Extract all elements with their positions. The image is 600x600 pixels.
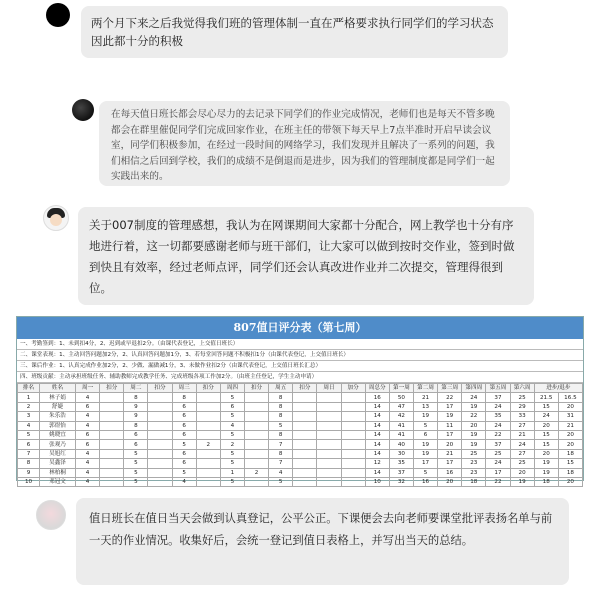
table-cell: 7 bbox=[269, 440, 293, 449]
table-cell bbox=[341, 393, 365, 402]
table-cell bbox=[244, 477, 268, 486]
table-cell bbox=[293, 459, 317, 468]
table-cell: 5 bbox=[124, 459, 148, 468]
table-cell: 6 bbox=[220, 402, 244, 411]
table-row bbox=[18, 440, 583, 449]
table-cell bbox=[196, 468, 220, 477]
table-cell: 5 bbox=[269, 421, 293, 430]
table-cell: 5 bbox=[220, 430, 244, 439]
black-circle-avatar[interactable] bbox=[46, 3, 70, 27]
table-cell: 25 bbox=[462, 449, 486, 458]
table-cell: 19 bbox=[534, 468, 558, 477]
table-cell: 6 bbox=[172, 402, 196, 411]
table-cell bbox=[148, 477, 172, 486]
table-cell bbox=[293, 430, 317, 439]
table-header-cell: 扣分 bbox=[148, 384, 172, 393]
table-cell bbox=[341, 402, 365, 411]
table-cell: 6 bbox=[172, 449, 196, 458]
table-cell bbox=[293, 412, 317, 421]
table-cell: 林柏桐 bbox=[40, 468, 76, 477]
table-cell: 6 bbox=[18, 440, 40, 449]
table-cell: 14 bbox=[365, 449, 389, 458]
table-cell: 4 bbox=[18, 421, 40, 430]
table-cell: 18 bbox=[558, 449, 582, 458]
table-cell: 20 bbox=[558, 440, 582, 449]
score-table bbox=[17, 383, 583, 487]
table-cell: 21.5 bbox=[534, 393, 558, 402]
table-cell: 8 bbox=[269, 430, 293, 439]
table-cell: 24 bbox=[486, 459, 510, 468]
table-cell: 23 bbox=[462, 468, 486, 477]
table-cell: 7 bbox=[269, 459, 293, 468]
table-cell: 22 bbox=[486, 430, 510, 439]
table-cell: 18 bbox=[462, 477, 486, 486]
table-cell: 20 bbox=[510, 468, 534, 477]
table-cell bbox=[196, 430, 220, 439]
table-cell: 6 bbox=[124, 430, 148, 439]
table-rule: 一、考勤签到：1、未到扣4分，2、迟到或早退扣2分。（由课代表登记，上交值日班长） bbox=[17, 339, 583, 350]
table-header-cell: 周二 bbox=[124, 384, 148, 393]
table-cell: 37 bbox=[389, 468, 413, 477]
table-cell: 24 bbox=[486, 402, 510, 411]
table-cell: 24 bbox=[462, 393, 486, 402]
table-cell: 5 bbox=[220, 477, 244, 486]
table-cell bbox=[244, 421, 268, 430]
table-cell: 19 bbox=[462, 430, 486, 439]
table-cell: 47 bbox=[389, 402, 413, 411]
table-cell: 24 bbox=[534, 412, 558, 421]
table-cell: 27 bbox=[510, 421, 534, 430]
table-cell: 22 bbox=[438, 393, 462, 402]
table-cell bbox=[341, 412, 365, 421]
message-bubble: 两个月下来之后我觉得我们班的管理体制一直在严格要求执行同学们的学习状态因此都十分的积极 bbox=[81, 6, 508, 58]
table-cell: 32 bbox=[389, 477, 413, 486]
table-cell: 16 bbox=[438, 468, 462, 477]
table-cell: 8 bbox=[269, 402, 293, 411]
table-cell bbox=[196, 412, 220, 421]
table-cell bbox=[196, 477, 220, 486]
table-cell: 6 bbox=[413, 430, 437, 439]
dark-avatar[interactable] bbox=[72, 99, 94, 121]
table-cell bbox=[196, 421, 220, 430]
table-rule: 四、班级贡献：主动承担班级任务、辅助教师完成教学任务、完成班级各项工作加2分。（由班主任登记，学生主动申请） bbox=[17, 372, 583, 383]
table-cell bbox=[317, 468, 341, 477]
table-cell bbox=[341, 440, 365, 449]
table-cell: 4 bbox=[172, 477, 196, 486]
table-cell bbox=[196, 449, 220, 458]
table-row bbox=[18, 402, 583, 411]
table-cell: 22 bbox=[462, 412, 486, 421]
table-cell: 20 bbox=[462, 421, 486, 430]
table-cell: 14 bbox=[365, 421, 389, 430]
table-row bbox=[18, 412, 583, 421]
table-cell: 15 bbox=[558, 459, 582, 468]
table-cell bbox=[293, 477, 317, 486]
table-cell: 20 bbox=[438, 440, 462, 449]
table-header-cell: 扣分 bbox=[244, 384, 268, 393]
table-cell: 23 bbox=[462, 459, 486, 468]
table-cell bbox=[100, 393, 124, 402]
table-cell: 9 bbox=[124, 412, 148, 421]
table-cell: 19 bbox=[438, 412, 462, 421]
table-cell: 吴旭红 bbox=[40, 449, 76, 458]
table-cell: 14 bbox=[365, 412, 389, 421]
table-cell: 4 bbox=[76, 449, 100, 458]
table-cell: 20 bbox=[534, 449, 558, 458]
table-header-cell: 第六周 bbox=[510, 384, 534, 393]
table-cell: 17 bbox=[438, 402, 462, 411]
table-cell: 19 bbox=[413, 449, 437, 458]
table-cell bbox=[148, 440, 172, 449]
table-cell: 19 bbox=[462, 440, 486, 449]
table-cell bbox=[148, 421, 172, 430]
table-cell: 9 bbox=[124, 402, 148, 411]
table-cell bbox=[244, 402, 268, 411]
table-cell: 10 bbox=[365, 477, 389, 486]
table-header-cell: 第四周 bbox=[462, 384, 486, 393]
table-cell: 6 bbox=[172, 412, 196, 421]
table-cell: 吴鑫泽 bbox=[40, 459, 76, 468]
table-cell: 2 bbox=[244, 468, 268, 477]
table-header-cell: 周总分 bbox=[365, 384, 389, 393]
table-rule: 二、课堂表现：1、主动回答问题加2分，2、认真回答问题加1分，3、若每堂回答问题不积极扣1分（由课代表登记，上交值日班长） bbox=[17, 350, 583, 361]
table-cell: 4 bbox=[220, 421, 244, 430]
table-title: 807值日评分表（第七周） bbox=[17, 317, 583, 339]
table-cell: 11 bbox=[438, 421, 462, 430]
table-cell: 3 bbox=[18, 412, 40, 421]
table-cell: 6 bbox=[76, 402, 100, 411]
table-cell: 20 bbox=[534, 421, 558, 430]
table-cell: 16 bbox=[413, 477, 437, 486]
table-cell: 17 bbox=[413, 459, 437, 468]
table-cell: 8 bbox=[124, 393, 148, 402]
table-cell: 17 bbox=[438, 430, 462, 439]
table-cell bbox=[100, 421, 124, 430]
table-cell bbox=[244, 412, 268, 421]
table-cell: 1 bbox=[220, 468, 244, 477]
table-cell: 4 bbox=[76, 421, 100, 430]
table-cell: 21 bbox=[510, 430, 534, 439]
table-row bbox=[18, 477, 583, 486]
table-cell bbox=[341, 421, 365, 430]
table-cell: 14 bbox=[365, 402, 389, 411]
table-cell bbox=[293, 440, 317, 449]
table-cell: 8 bbox=[124, 421, 148, 430]
table-row bbox=[18, 459, 583, 468]
table-header-cell: 扣分 bbox=[293, 384, 317, 393]
table-cell: 21 bbox=[438, 449, 462, 458]
table-cell bbox=[293, 421, 317, 430]
table-cell: 25 bbox=[510, 459, 534, 468]
table-cell bbox=[148, 430, 172, 439]
table-cell: 舒婕 bbox=[40, 402, 76, 411]
table-cell bbox=[317, 421, 341, 430]
table-cell: 5 bbox=[269, 477, 293, 486]
table-cell: 15 bbox=[534, 430, 558, 439]
table-header-cell: 加分 bbox=[341, 384, 365, 393]
table-cell: 30 bbox=[389, 449, 413, 458]
table-cell: 21 bbox=[558, 421, 582, 430]
table-cell bbox=[148, 412, 172, 421]
table-header-cell: 扣分 bbox=[100, 384, 124, 393]
table-cell: 37 bbox=[486, 440, 510, 449]
table-cell: 8 bbox=[269, 412, 293, 421]
score-table-image[interactable] bbox=[16, 316, 584, 486]
table-cell bbox=[244, 440, 268, 449]
table-cell: 4 bbox=[76, 477, 100, 486]
table-cell: 6 bbox=[172, 430, 196, 439]
table-cell: 5 bbox=[220, 459, 244, 468]
table-cell: 18 bbox=[534, 477, 558, 486]
table-cell bbox=[317, 402, 341, 411]
table-header-cell: 排名 bbox=[18, 384, 40, 393]
table-cell bbox=[196, 393, 220, 402]
table-cell: 33 bbox=[510, 412, 534, 421]
table-cell bbox=[317, 440, 341, 449]
table-cell bbox=[100, 402, 124, 411]
table-header-cell: 第一周 bbox=[389, 384, 413, 393]
table-cell: 31 bbox=[558, 412, 582, 421]
table-cell: 林子娟 bbox=[40, 393, 76, 402]
table-cell: 14 bbox=[365, 468, 389, 477]
table-cell: 24 bbox=[510, 440, 534, 449]
table-cell bbox=[293, 449, 317, 458]
table-cell: 4 bbox=[76, 393, 100, 402]
table-cell: 16 bbox=[365, 393, 389, 402]
table-cell: 6 bbox=[76, 440, 100, 449]
table-cell bbox=[317, 459, 341, 468]
table-cell bbox=[244, 430, 268, 439]
table-cell: 6 bbox=[76, 430, 100, 439]
table-cell bbox=[317, 412, 341, 421]
table-row bbox=[18, 430, 583, 439]
table-cell: 5 bbox=[172, 440, 196, 449]
table-cell: 4 bbox=[269, 468, 293, 477]
table-cell: 5 bbox=[172, 468, 196, 477]
table-cell bbox=[100, 412, 124, 421]
cartoon-girl-avatar[interactable] bbox=[43, 205, 69, 231]
table-cell: 22 bbox=[486, 477, 510, 486]
table-cell: 17 bbox=[438, 459, 462, 468]
table-cell: 17 bbox=[486, 468, 510, 477]
table-cell bbox=[100, 449, 124, 458]
table-cell bbox=[341, 459, 365, 468]
table-cell bbox=[317, 449, 341, 458]
table-cell: 41 bbox=[389, 421, 413, 430]
table-row bbox=[18, 421, 583, 430]
table-cell: 21 bbox=[413, 393, 437, 402]
table-cell bbox=[148, 393, 172, 402]
table-cell: 4 bbox=[76, 459, 100, 468]
table-cell: 25 bbox=[486, 449, 510, 458]
table-cell bbox=[244, 393, 268, 402]
table-cell: 14 bbox=[365, 440, 389, 449]
table-cell bbox=[196, 402, 220, 411]
table-cell: 19 bbox=[462, 402, 486, 411]
table-header-cell: 第二周 bbox=[413, 384, 437, 393]
table-cell bbox=[341, 449, 365, 458]
table-cell: 5 bbox=[220, 412, 244, 421]
table-cell: 9 bbox=[18, 468, 40, 477]
table-cell: 19 bbox=[510, 477, 534, 486]
table-cell bbox=[317, 430, 341, 439]
table-cell: 20 bbox=[438, 477, 462, 486]
message-bubble: 关于007制度的管理感想，我认为在网课期间大家都十分配合，网上教学也十分有序地进行着，这一切都要感谢老师与班干部们，让大家可以做到按时交作业，签到时做到快且有效率，经过老师点评，同学们还会认真改进作业并二次提交，管理得很到位。 bbox=[78, 207, 534, 305]
pink-avatar[interactable] bbox=[36, 500, 66, 530]
table-header-cell: 第五周 bbox=[486, 384, 510, 393]
table-cell: 张观乃 bbox=[40, 440, 76, 449]
table-header-cell: 姓名 bbox=[40, 384, 76, 393]
table-cell: 12 bbox=[365, 459, 389, 468]
table-header-cell: 扣分 bbox=[196, 384, 220, 393]
table-cell: 2 bbox=[220, 440, 244, 449]
table-cell: 6 bbox=[124, 440, 148, 449]
table-header-cell: 周日 bbox=[317, 384, 341, 393]
table-cell: 20 bbox=[558, 402, 582, 411]
table-cell bbox=[244, 459, 268, 468]
table-cell: 1 bbox=[18, 393, 40, 402]
table-cell bbox=[196, 459, 220, 468]
table-cell bbox=[317, 477, 341, 486]
table-cell: 4 bbox=[76, 412, 100, 421]
table-row bbox=[18, 468, 583, 477]
table-cell bbox=[148, 449, 172, 458]
table-cell bbox=[148, 402, 172, 411]
table-row bbox=[18, 449, 583, 458]
table-cell: 29 bbox=[510, 402, 534, 411]
table-rule: 三、课后作业：1、认真完成作业加2分，2、少做、漏做减1分，3、未做作业扣2分（由课代表登记，上交值日班长汇总） bbox=[17, 361, 583, 372]
table-cell: 25 bbox=[510, 393, 534, 402]
table-cell bbox=[100, 468, 124, 477]
table-cell: 14 bbox=[365, 430, 389, 439]
table-cell: 6 bbox=[172, 459, 196, 468]
table-cell bbox=[100, 477, 124, 486]
table-cell bbox=[100, 459, 124, 468]
table-cell: 15 bbox=[534, 440, 558, 449]
table-row bbox=[18, 393, 583, 402]
table-cell bbox=[293, 393, 317, 402]
table-cell: 40 bbox=[389, 440, 413, 449]
table-cell: 2 bbox=[196, 440, 220, 449]
table-cell: 20 bbox=[558, 430, 582, 439]
table-cell: 37 bbox=[486, 393, 510, 402]
message-bubble: 值日班长在值日当天会做到认真登记，公平公正。下课便会去向老师要课堂批评表扬名单与前一天的作业情况。收集好后，会统一登记到值日表格上，并写出当天的总结。 bbox=[76, 498, 569, 585]
table-cell: 5 bbox=[413, 468, 437, 477]
table-cell: 8 bbox=[18, 459, 40, 468]
table-cell: 19 bbox=[413, 440, 437, 449]
table-header-cell: 进步/退步 bbox=[534, 384, 582, 393]
table-cell: 姚晓宜 bbox=[40, 430, 76, 439]
table-cell: 5 bbox=[18, 430, 40, 439]
table-cell bbox=[341, 468, 365, 477]
table-cell: 42 bbox=[389, 412, 413, 421]
message-bubble: 在每天值日班长都会尽心尽力的去记录下同学们的作业完成情况，老师们也是每天不管多晚都会在群里催促同学们完成回家作业，在班主任的带领下每天早上7点半准时开启早读会议室，同学们积极参加，在经过一段时间的网络学习，我们发现并且解决了一系列的问题，我们相信之后回到学校，我们的成绩不是倒退而是进步，因为我们的管理制度都是同学们一起实践出来的。 bbox=[99, 101, 510, 186]
table-cell: 19 bbox=[413, 412, 437, 421]
table-cell: 8 bbox=[269, 449, 293, 458]
table-cell: 15 bbox=[534, 402, 558, 411]
table-cell bbox=[244, 449, 268, 458]
table-header-row bbox=[18, 384, 583, 393]
table-cell bbox=[100, 430, 124, 439]
table-cell: 5 bbox=[413, 421, 437, 430]
table-cell: 19 bbox=[534, 459, 558, 468]
table-cell bbox=[293, 402, 317, 411]
table-cell: 35 bbox=[389, 459, 413, 468]
table-cell: 10 bbox=[18, 477, 40, 486]
table-cell: 13 bbox=[413, 402, 437, 411]
table-cell: 35 bbox=[486, 412, 510, 421]
table-cell: 2 bbox=[18, 402, 40, 411]
table-cell: 5 bbox=[124, 449, 148, 458]
table-cell: 20 bbox=[558, 477, 582, 486]
table-cell: 8 bbox=[269, 393, 293, 402]
table-cell: 5 bbox=[124, 468, 148, 477]
table-cell bbox=[100, 440, 124, 449]
table-cell: 6 bbox=[172, 421, 196, 430]
table-cell: 24 bbox=[486, 421, 510, 430]
table-cell bbox=[293, 468, 317, 477]
table-cell: 41 bbox=[389, 430, 413, 439]
table-cell: 5 bbox=[220, 393, 244, 402]
table-cell: 50 bbox=[389, 393, 413, 402]
table-header-cell: 周五 bbox=[269, 384, 293, 393]
table-cell: 5 bbox=[124, 477, 148, 486]
table-cell: 27 bbox=[510, 449, 534, 458]
table-cell bbox=[317, 393, 341, 402]
table-cell: 邓冠文 bbox=[40, 477, 76, 486]
table-cell: 朱乐浩 bbox=[40, 412, 76, 421]
table-header-cell: 第三周 bbox=[438, 384, 462, 393]
table-cell: 7 bbox=[18, 449, 40, 458]
table-cell: 8 bbox=[172, 393, 196, 402]
table-cell: 18 bbox=[558, 468, 582, 477]
table-header-cell: 周一 bbox=[76, 384, 100, 393]
table-cell bbox=[148, 468, 172, 477]
table-cell bbox=[148, 459, 172, 468]
table-cell: 16.5 bbox=[558, 393, 582, 402]
table-header-cell: 周四 bbox=[220, 384, 244, 393]
table-cell: 郭煜怡 bbox=[40, 421, 76, 430]
table-header-cell: 周三 bbox=[172, 384, 196, 393]
table-cell: 4 bbox=[76, 468, 100, 477]
table-cell bbox=[341, 477, 365, 486]
table-cell bbox=[341, 430, 365, 439]
table-cell: 5 bbox=[220, 449, 244, 458]
